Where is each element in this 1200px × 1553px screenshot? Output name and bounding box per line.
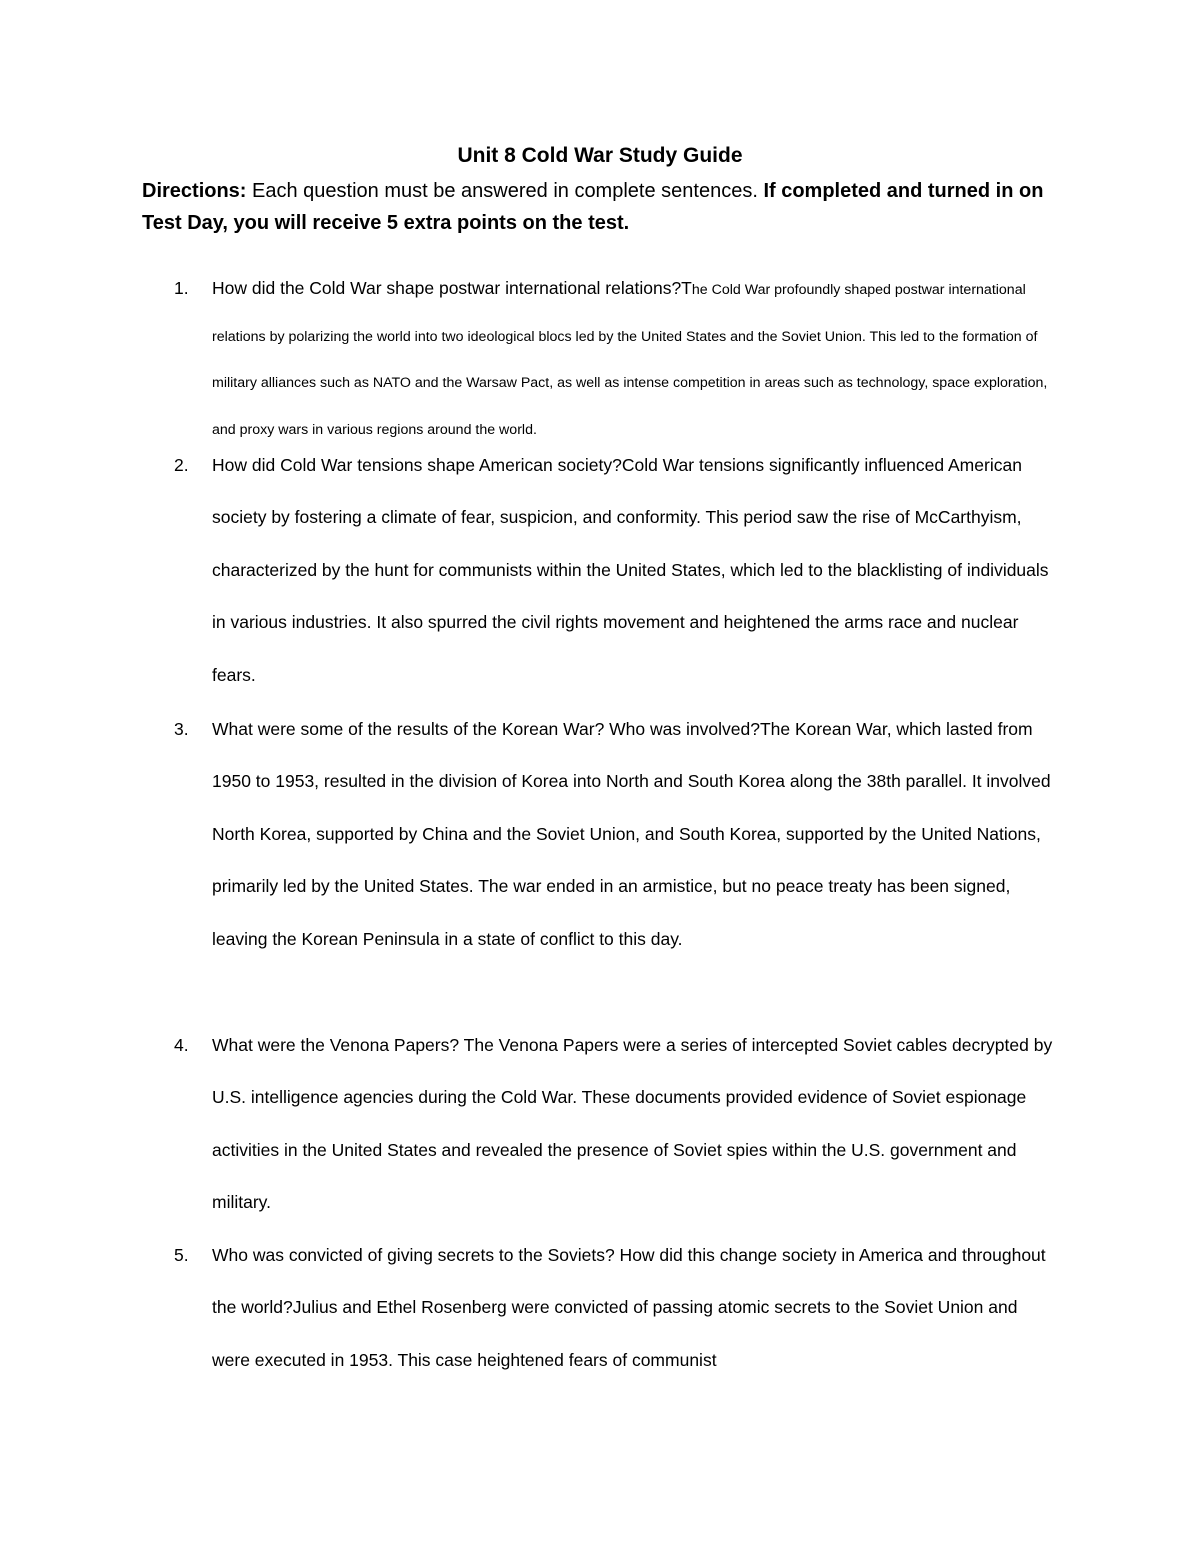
answer-text: Julius and Ethel Rosenberg were convicted of passing atomic secrets to the Soviet Union and were executed in 1953. This case heightened fears of communist <box>212 1297 1018 1370</box>
question-text: How did Cold War tensions shape American society? <box>212 455 622 475</box>
question-number: 2. <box>174 455 189 475</box>
question-text: Who was convicted of giving secrets to the Soviets? How did this change society in America and throughout the world? <box>212 1245 1046 1318</box>
question-body <box>212 1229 1057 1386</box>
directions-text: Each question must be answered in complete sentences. <box>246 180 764 202</box>
answer-text: Cold War tensions significantly influenced American society by fostering a climate of fear, suspicion, and conformity. This period saw the rise of McCarthyism, characterized by the hunt for communists within the United States, which led to the blacklisting of individuals in various industries. It also spurred the civil rights movement and heightened the arms race and nuclear fears. <box>212 455 1049 685</box>
question-body <box>212 1019 1057 1229</box>
answer-text: he Cold War profoundly shaped postwar international relations by polarizing the world into two ideological blocs led by the United States and the Soviet Union. This led to the formation of military alliances such as NATO and the Warsaw Pact, as well as intense competition in areas such as technology, space exploration, and proxy wars in various regions around the world. <box>212 282 1048 438</box>
question-number: 3. <box>174 719 189 739</box>
directions-bonus-text: If completed and turned in on Test Day, you will receive 5 extra points on the test. <box>142 180 1044 234</box>
page-title: Unit 8 Cold War Study Guide <box>457 144 743 167</box>
question-number: 4. <box>174 1035 189 1055</box>
directions-paragraph <box>142 175 1072 239</box>
question-body <box>212 439 1057 701</box>
answer-text: The Korean War, which lasted from 1950 to 1953, resulted in the division of Korea into North and South Korea along the 38th parallel. It involved North Korea, supported by China and the Soviet Union, and South Korea, supported by the United Nations, primarily led by the United States. The war ended in an armistice, but no peace treaty has been signed, leaving the Korean Peninsula in a state of conflict to this day. <box>212 719 1051 949</box>
question-body <box>212 266 1057 452</box>
directions-label: Directions: <box>142 180 247 202</box>
question-text: How did the Cold War shape postwar international relations?T <box>212 278 692 298</box>
question-body <box>212 703 1057 965</box>
question-number: 5. <box>174 1245 189 1265</box>
question-text: What were some of the results of the Korean War? Who was involved? <box>212 719 760 739</box>
question-text: What were the Venona Papers? <box>212 1035 464 1055</box>
answer-text: The Venona Papers were a series of intercepted Soviet cables decrypted by U.S. intelligence agencies during the Cold War. These documents provided evidence of Soviet espionage activities in the United States and revealed the presence of Soviet spies within the U.S. government and military. <box>212 1035 1053 1213</box>
question-number: 1. <box>174 278 189 298</box>
